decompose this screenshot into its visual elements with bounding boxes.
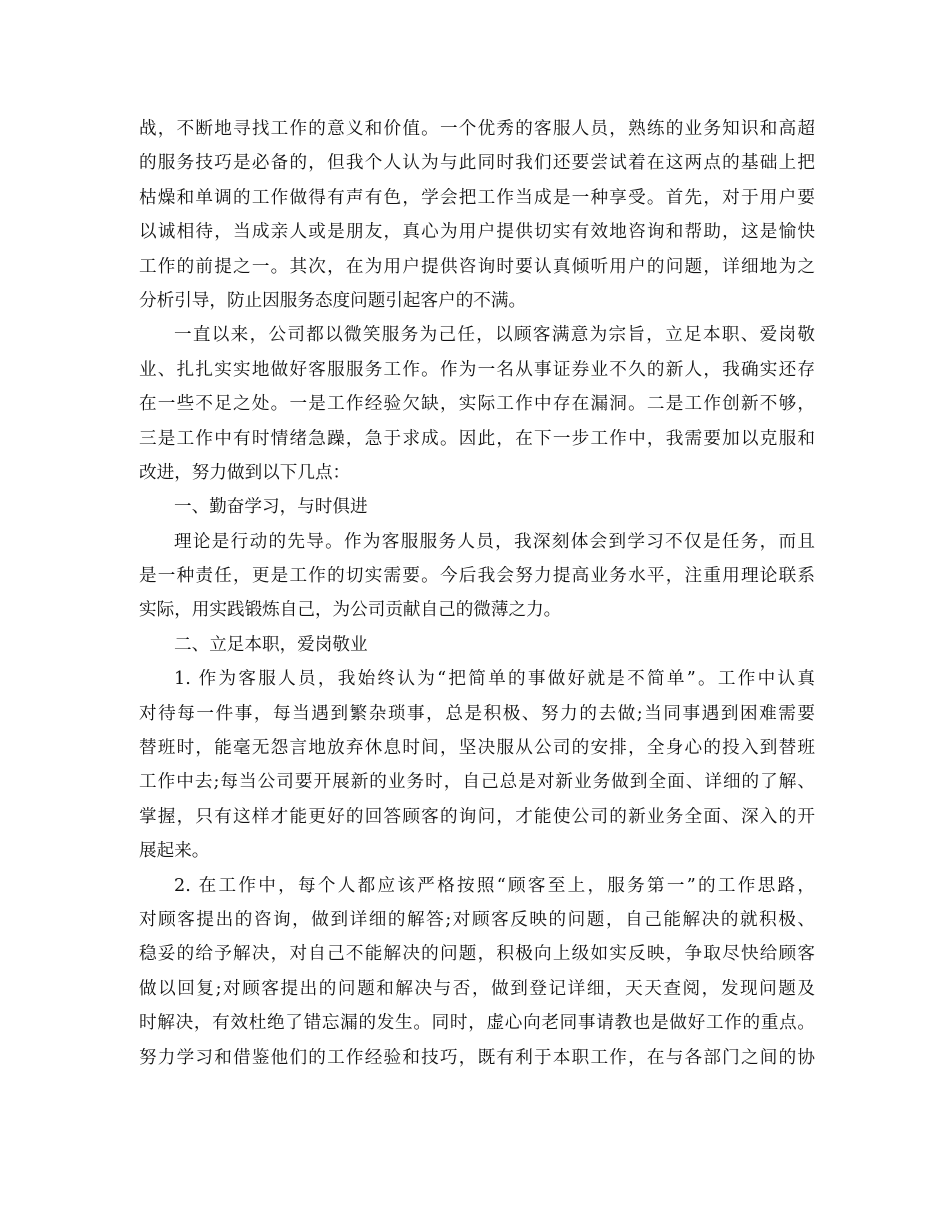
text-line: 1. 作为客服人员，我始终认为“把简单的事做好就是不简单”。工作中认真 [174,669,815,690]
text-line: 分析引导，防止因服务态度问题引起客户的不满。 [139,290,527,311]
text-line: 以诚相待，当成亲人或是朋友，真心为用户提供切实有效地咨询和帮助，这是愉快 [139,222,815,243]
text-line: 稳妥的给予解决，对自己不能解决的问题，积极向上级如实反映，争取尽快给顾客 [139,944,815,965]
text-line: 一直以来，公司都以微笑服务为己任，以顾客满意为宗旨，立足本职、爱岗敬 [174,325,815,346]
section-heading: 二、立足本职，爱岗敬业 [174,634,368,655]
text-line: 业、扎扎实实地做好客服服务工作。作为一名从事证券业不久的新人，我确实还存 [139,359,815,380]
section-heading: 一、勤奋学习，与时俱进 [174,497,368,518]
text-line: 替班时，能毫无怨言地放弃休息时间，坚决服从公司的安排，全身心的投入到替班 [139,738,815,759]
text-line: 的服务技巧是必备的，但我个人认为与此同时我们还要尝试着在这两点的基础上把 [139,153,815,174]
document-body [139,112,815,1075]
text-line: 三是工作中有时情绪急躁，急于求成。因此，在下一步工作中，我需要加以克服和 [139,428,815,449]
text-line: 战，不断地寻找工作的意义和价值。一个优秀的客服人员，熟练的业务知识和高超 [139,119,815,139]
text-line: 改进，努力做到以下几点： [139,462,351,483]
text-line: 2. 在工作中，每个人都应该严格按照“顾客至上，服务第一”的工作思路， [174,875,815,896]
text-line: 对顾客提出的咨询，做到详细的解答;对顾客反映的问题，自己能解决的就积极、 [139,909,815,930]
text-line: 时解决，有效杜绝了错忘漏的发生。同时，虚心向老同事请教也是做好工作的重点。 [139,1013,815,1034]
text-line: 在一些不足之处。一是工作经验欠缺，实际工作中存在漏洞。二是工作创新不够， [139,394,815,415]
text-line: 实际，用实践锻炼自己，为公司贡献自己的微薄之力。 [139,600,562,621]
text-line: 枯燥和单调的工作做得有声有色，学会把工作当成是一种享受。首先，对于用户要 [139,187,815,208]
text-line: 工作的前提之一。其次，在为用户提供咨询时要认真倾听用户的问题，详细地为之 [139,256,815,277]
text-line: 展起来。 [139,841,210,862]
text-line: 掌握，只有这样才能更好的回答顾客的询问，才能使公司的新业务全面、深入的开 [139,806,815,827]
text-line: 做以回复;对顾客提出的问题和解决与否，做到登记详细，天天查阅，发现问题及 [139,978,815,999]
text-line: 工作中去;每当公司要开展新的业务时，自己总是对新业务做到全面、详细的了解、 [139,772,815,793]
text-line: 对待每一件事，每当遇到繁杂琐事，总是积极、努力的去做;当同事遇到困难需要 [139,703,815,724]
text-line: 努力学习和借鉴他们的工作经验和技巧，既有利于本职工作，在与各部门之间的协 [139,1047,815,1068]
text-line: 理论是行动的先导。作为客服服务人员，我深刻体会到学习不仅是任务，而且 [174,531,815,552]
text-line: 是一种责任，更是工作的切实需要。今后我会努力提高业务水平，注重用理论联系 [139,566,815,587]
